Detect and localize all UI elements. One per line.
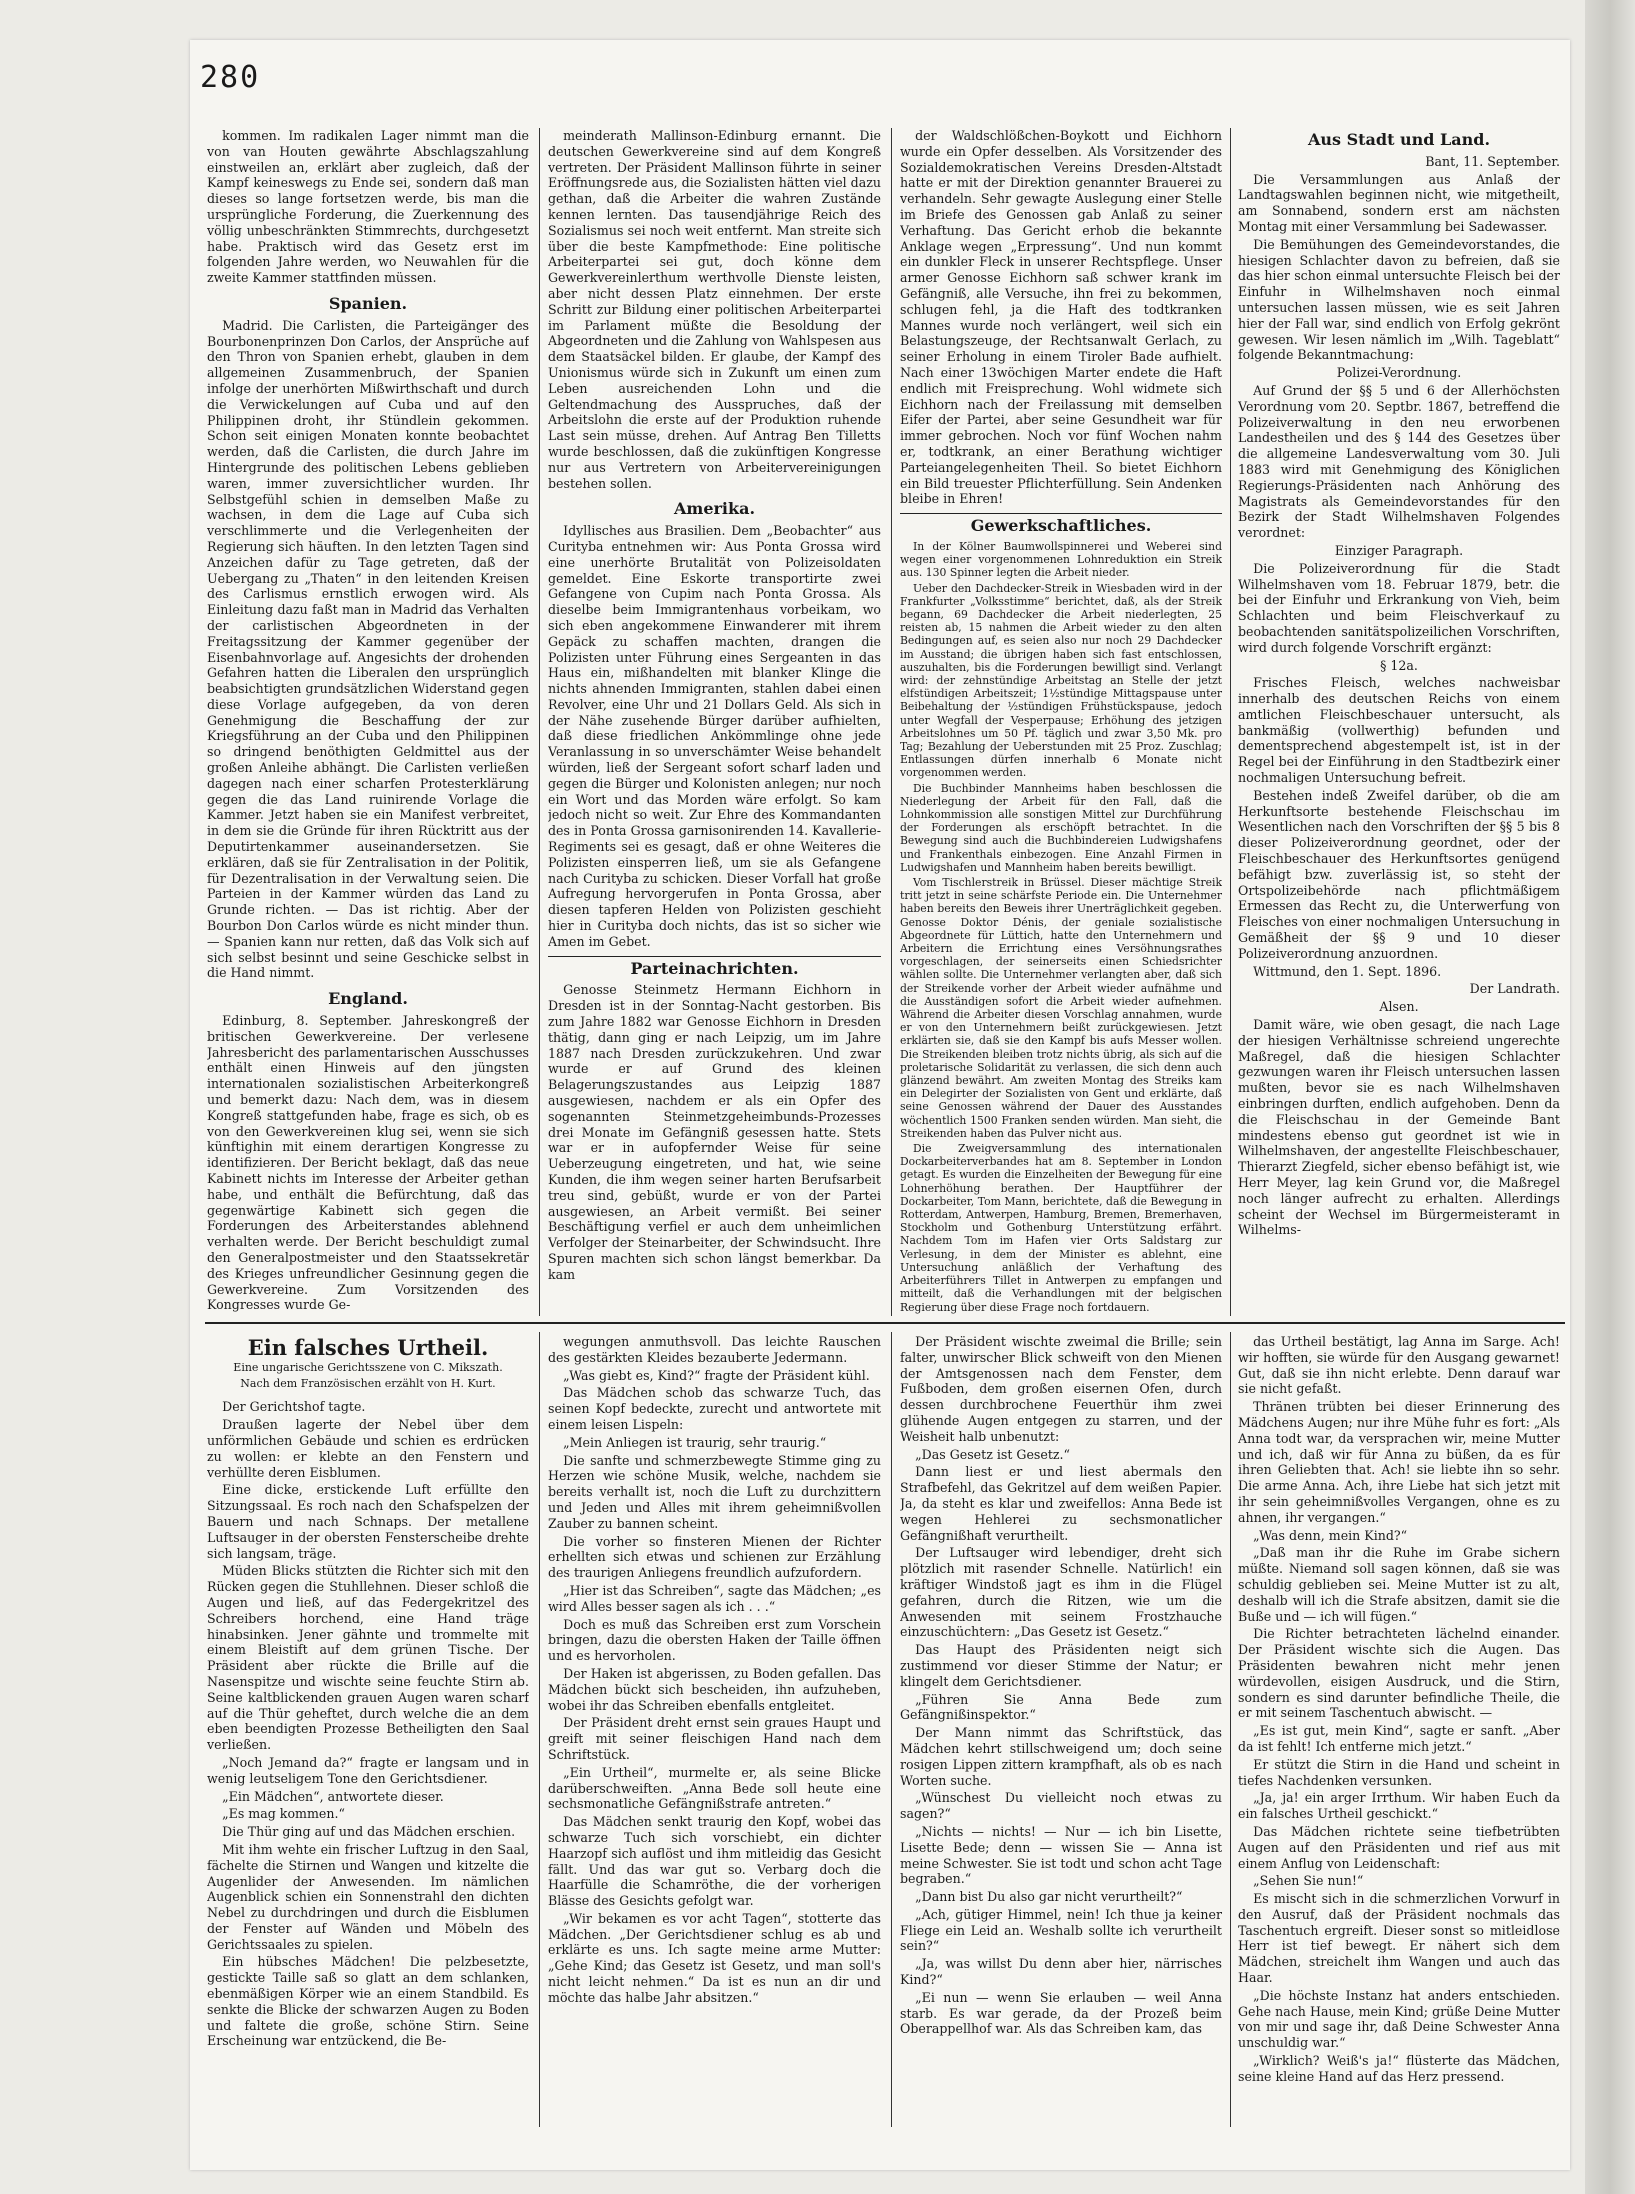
story-paragraph: Die vorher so finsteren Mienen der Richter erhellten sich etwas und schienen zur Erzählung des traurigen Anliegens freundlich aufzufordern. <box>548 1533 881 1581</box>
story-paragraph: Eine dicke, erstickende Luft erfüllte den Sitzungssaal. Es roch nach den Schafspelzen der Bauern und nach Schnaps. Der metallene Luftsauger in der obersten Fensterscheibe drehte sich langsam, träge. <box>207 1482 529 1561</box>
story-paragraph: Das Mädchen schob das schwarze Tuch, das seinen Kopf bedeckte, zurecht und antwortete mit einem leisen Lispeln: <box>548 1385 881 1432</box>
article-mannheim-bookbinders: Die Buchbinder Mannheims haben beschlossen die Niederlegung der Arbeit für den Fall, daß die Lohnkommission alle sonstigen Mittel zur Durchführung der Forderungen als erschöpft betrachtet. In die Bewegung sind auch die Buchbindereien Ludwigshafens und Frankenthals einbezogen. Eine Anzahl Firmen in Ludwigshafen und Mannheim haben bereits bewilligt. <box>900 781 1222 874</box>
story-paragraph: „Ein Mädchen“, antwortete dieser. <box>222 1788 444 1804</box>
story-paragraph: „Führen Sie Anna Bede zum Gefängnißinspektor.“ <box>900 1691 1222 1723</box>
story-paragraph: Der Mann nimmt das Schriftstück, das Mädchen kehrt stillschweigend um; doch seine rosigen Lippen zittern krampfhaft, als ob es nach Worten suche. <box>900 1725 1222 1788</box>
section-heading-local: Aus Stadt und Land. <box>1307 130 1491 149</box>
story-paragraph: wegungen anmuthsvoll. Das leichte Rauschen des gestärkten Kleides bezauberte Jedermann. <box>548 1334 881 1365</box>
story-paragraph: Das Haupt des Präsidenten neigt sich zustimmend vor dieser Stimme der Natur; er klingelt dem Gerichtsdiener. <box>900 1642 1222 1689</box>
feuilleton-column-2 <box>548 1334 881 2124</box>
story-paragraph: Der Luftsauger wird lebendiger, dreht sich plötzlich mit rasender Schnelle. Natürlich! ein kräftiger Windstoß jagt es ihm in die Flügel gefahren, durch die Ritzen, wie um die Anwesenden mit seinem Frostzhauche einzuschüchtern: „Das Gesetz ist Gesetz.“ <box>900 1545 1222 1640</box>
story-paragraph: „Dann bist Du also gar nicht verurtheilt?“ <box>915 1889 1183 1905</box>
story-paragraph: Doch es muß das Schreiben erst zum Vorschein bringen, dazu die obersten Haken der Taille öffnen und es hervorholen. <box>548 1616 881 1664</box>
ordinance-section-text-2: Bestehen indeß Zweifel darüber, ob die am Herkunftsorte bestehende Fleischschau im Wesentlichen nach den Vorschriften der §§ 5 bis 8 dieser Polizeiverordnung geordnet, oder der Fleischbeschauer des Herkunftsortes genügend befähigt bzw. zuverlässig ist, so steht der Ortspolizeibehörde nach pflichtmäßigem Ermessen das Recht zu, die Unterwerfung von Fleisches von einer nochmaligen Untersuchung in Gemäßheit der §§ 9 und 10 dieser Polizeiverordnung anzuordnen. <box>1238 787 1560 961</box>
column-unions <box>900 128 1222 1318</box>
article-meat-inspection: Die Bemühungen des Gemeindevorstandes, die hiesigen Schlachter davon zu befreien, daß sie das hier schon einmal untersuchte Fleisch bei der Einfuhr in Wilhelmshaven noch einmal untersuchen lassen müssen, wie es seit Jahren hier der Fall war, sind endlich von Erfolg gekrönt gewesen. Wir lesen nämlich im „Wilh. Tageblatt“ folgende Bekanntmachung: <box>1238 236 1560 363</box>
article-netherlands-end: kommen. Im radikalen Lager nimmt man die von van Houten gewährte Abschlagszahlung einstweilen an, erklärt aber zugleich, daß der Kampf keineswegs zu Ende sei, sondern daß man dieses so lange fortsetzen werde, bis man die ursprüngliche Forderung, die Zuerkennung des völlig unbeschränkten Stimmrechts, durchgesetzt habe. Praktisch wird das Gesetz erst im folgenden Jahre werden, wo Neuwahlen für die zweite Kammer stattfinden müssen. <box>207 128 529 286</box>
ordinance-signature-name: Alsen. <box>1379 999 1419 1015</box>
ordinance-paragraph-heading: Einziger Paragraph. <box>1334 542 1464 558</box>
ordinance-preamble: Auf Grund der §§ 5 und 6 der Allerhöchsten Verordnung vom 20. Septbr. 1867, betreffend die Polizeiverwaltung in den neu erworbenen Landestheilen und des § 144 des Gesetzes über die allgemeine Landesverwaltung vom 30. Juli 1883 wird mit Genehmigung des Königlichen Regierungs-Präsidenten nach Anhörung des Magistrats als Gemeindevorstandes für den Bezirk der Stadt Wilhelmshaven Folgendes verordnet: <box>1238 382 1560 541</box>
story-paragraph: „Das Gesetz ist Gesetz.“ <box>915 1446 1070 1462</box>
ordinance-signature-title: Der Landrath. <box>1469 981 1560 997</box>
ordinance-dateline: Wittmund, den 1. Sept. 1896. <box>1253 963 1442 979</box>
section-divider <box>900 513 1222 514</box>
column-rule <box>891 1332 892 2127</box>
story-paragraph: „Ja, was willst Du denn aber hier, närrisches Kind?“ <box>900 1956 1222 1988</box>
story-paragraph: „Ein Urtheil“, murmelte er, als seine Blicke darüberschweiften. „Anna Bede soll heute eine sechsmonatliche Gefängnißstrafe antreten.“ <box>548 1764 881 1812</box>
ordinance-section-number: § 12a. <box>1380 657 1418 673</box>
story-title: Ein falsches Urtheil. <box>247 1335 489 1360</box>
story-paragraph: Müden Blicks stützten die Richter sich mit den Rücken gegen die Stuhllehnen. Dieser schloß die Augen und ließ, auf das Federgekritzel des Schreibers horchend, eine Hand träge hinabsinken. Jener gähnte und trommelte mit einem Bleistift auf dem grünen Tische. Der Präsident aber rückte die Brille auf die Nasenspitze und wischte seine feuchte Stirn ab. Seine kaltblickenden grauen Augen waren scharf auf die Thür geheftet, durch welche die an dem eben beendigten Prozesse Betheiligten den Saal verließen. <box>207 1563 529 1753</box>
ordinance-text: Die Polizeiverordnung für die Stadt Wilhelmshaven vom 18. Februar 1879, betr. die bei der Einfuhr und Erkrankung von Vieh, beim Schlachten und beim Fleischverkauf zu beobachtenden sanitätspolizeilichen Vorschriften, wird durch folgende Vorschrift ergänzt: <box>1238 560 1560 655</box>
story-paragraph: „Es ist gut, mein Kind“, sagte er sanft. „Aber da ist fehlt! Ich entferne mich jetzt.“ <box>1238 1723 1560 1754</box>
story-paragraph: „Es mag kommen.“ <box>222 1806 345 1822</box>
story-paragraph: „Noch Jemand da?“ fragte er langsam und in wenig leutseligem Tone den Gerichtsdiener. <box>207 1754 529 1786</box>
article-spain: Madrid. Die Carlisten, die Parteigänger des Bourbonenprinzen Don Carlos, der Ansprüche auf den Thron von Spanien erhebt, glauben in dem allgemeinen Zusammenbruch, der Spanien infolge der unerhörten Mißwirthschaft und durch die Verwickelungen auf Cuba und auf den Philippinen droht, ihr Stündlein gekommen. Schon seit einigen Monaten konnte beobachtet werden, daß die Carlisten, die durch Jahre im Hintergrunde des politischen Lebens geblieben waren, immer zuversichtlicher wurden. Ihr Selbstgefühl schien in demselben Maße zu wachsen, in dem die Lage auf Cuba sich verschlimmerte und die Verlegenheiten der Regierung sich häuften. In den letzten Tagen sind Anzeichen dafür zu Tage getreten, daß der Uebergang zu „Thaten“ in den leitenden Kreisen des Carlismus ernstlich erwogen wird. Als Einleitung dazu faßt man in Madrid das Verhalten der carlistischen Abgeordneten in der Freitagssitzung der Kammer gegenüber der Eisenbahnvorlage auf. Angesichts der drohenden Gefahren hatten die Liberalen den ursprünglich beabsichtigten grundsätzlichen Widerstand gegen diese Vorlage aufgegeben, da von deren Genehmigung die Beschaffung der zur Kriegsführung an der Cuba und den Philippinen so dringend benöthigten Geldmittel aus der großen Anleihe abhängt. Die Carlisten verließen dagegen nach einer scharfen Protesterklärung gegen die das Land ruinirende Vorlage die Kammer. Jetzt haben sie ein Manifest verbreitet, in dem sie die Gründe für ihren Rücktritt aus der Deputirtenkammer auseinandersetzen. Sie erklären, daß sie für Zentralisation in der Politik, für Dezentralisation in der Verwaltung seien. Die Parteien in der Kammer würden das Land zu Grunde richten. — Das ist richtig. Aber der Bourbon Don Carlos würde es nicht minder thun. — Spanien kann nur retten, daß das Volk sich auf sich selbst besinnt und seine Geschicke selbst in die Hand nimmt. <box>207 317 529 981</box>
column-politics-1 <box>207 128 529 1318</box>
story-paragraph: Der Gerichtshof tagte. <box>222 1399 366 1415</box>
story-paragraph: „Was denn, mein Kind?“ <box>1253 1527 1408 1543</box>
column-politics-2 <box>548 128 881 1318</box>
article-meat-inspection-comment: Damit wäre, wie oben gesagt, die nach Lage der hiesigen Verhältnisse schreiend ungerechte Maßregel, daß die hiesigen Schlachter gezwungen waren ihr Fleisch untersuchen lassen mußten, bevor sie es nach Wilhelmshaven einbringen durften, endlich aufgehoben. Denn da die Fleischschau in der Gemeinde Bant mindestens ebenso gut geordnet ist wie in Wilhelmshaven, der angestellte Fleischbeschauer, Thierarzt Ziegfeld, sicher ebenso befähigt ist, wie Herr Meyer, lag kein Grund vor, die Maßregel noch länger aufrecht zu erhalten. Allerdings scheint der Wechsel im Bürgermeisteramt in Wilhelms- <box>1238 1017 1560 1238</box>
article-england: Edinburg, 8. September. Jahreskongreß der britischen Gewerkvereine. Der verlesene Jahresbericht des parlamentarischen Ausschusses enthält einen Hinweis auf den jüngsten internationalen sozialistischen Arbeiterkongreß und bemerkt dazu: Nach dem, was in diesem Kongreß stattgefunden habe, frage es sich, ob es von den Gewerkvereinen klug sei, wenn sie sich künftighin mit einem derartigen Kongresse zu identifizieren. Der Bericht beklagt, daß das neue Kabinett nichts im Interesse der Arbeiter gethan habe, und enthält die Befürchtung, daß das gegenwärtige Kabinett sich gegen die Forderungen des Arbeiterstandes ablehnend verhalten werde. Der Bericht beschuldigt zumal den Generalpostmeister und den Staatssekretär des Krieges unfreundlicher Gesinnung gegen die Gewerkvereine. Zum Vorsitzenden des Kongresses wurde Ge- <box>207 1013 529 1313</box>
section-heading-england: England. <box>328 989 408 1009</box>
story-paragraph: Die sanfte und schmerzbewegte Stimme ging zu Herzen wie schöne Musik, welche, nachdem sie bereits verhallt ist, noch die Luft zu durchzittern und Jeden und Alles mit ihrem geheimnißvollen Zauber zu bannen scheint. <box>548 1452 881 1531</box>
section-heading-party-news: Parteinachrichten. <box>630 958 799 978</box>
story-paragraph: „Mein Anliegen ist traurig, sehr traurig.“ <box>563 1434 827 1450</box>
section-divider <box>548 956 881 957</box>
story-text-1 <box>207 1399 529 2049</box>
story-paragraph: Dann liest er und liest abermals den Strafbefehl, das Gekritzel auf dem weißen Papier. Ja, da steht es klar und zweifellos: Anna Bede ist wegen Hehlerei zu sechsmonatlicher Gefängnißhaft verurtheilt. <box>900 1464 1222 1543</box>
story-paragraph: Das Mädchen senkt traurig den Kopf, wobei das schwarze Tuch sich vorschiebt, ein dichter Haarzopf sich auflöst und ihm mitleidig das Gesicht fällt. Und das war gut so. Verbarg doch die Haarfülle die Schamröthe, die der vorherigen Blässe des Gesichts gefolgt war. <box>548 1814 881 1909</box>
article-brussels-strike: Vom Tischlerstreik in Brüssel. Dieser mächtige Streik tritt jetzt in seine schärfste Periode ein. Die Unternehmer haben bereits den Beweis ihrer Unerträglichkeit gegeben. Genosse Doktor Dénis, der geniale sozialistische Abgeordnete für Lüttich, hatte den Unternehmern und Arbeitern die Errichtung eines Versöhnungsrathes vorgeschlagen, der seinerseits einen Schiedsrichter wählen sollte. Die Unternehmer verlangten aber, daß sich der Streikende vorher der Arbeit wieder aufnähme und die Ausständigen sofort die Arbeit wieder aufnehmen. Während die Arbeiter diesen Vorschlag annahmen, wurde er von den Unternehmern beißt zurückgewiesen. Jetzt erklärten sie, daß sie den Kampf bis aufs Messer wollen. Die Streikenden bleiben trotz nichts übrig, als sich auf die proletarische Solidarität zu verlassen, die sich denn auch glänzend bewährt. Am zweiten Montag des Streiks kam ein Delegirter der Sozialisten von Gent und erklärte, daß seine Genossen während der Dauer des Ausstandes wöchentlich 1500 Franken senden würden. Man sieht, die Streikenden haben das Pulver nicht aus. <box>900 876 1222 1140</box>
story-paragraph: „Sehen Sie nun!“ <box>1253 1873 1364 1889</box>
article-eichhorn-cont: der Waldschlößchen-Boykott und Eichhorn wurde ein Opfer desselben. Als Vorsitzender des Sozialdemokratischen Vereins Dresden-Altstadt hatte er mit der Direktion genannter Brauerei zu verhandeln. Sehr gewagte Auslegung einer Stelle im Briefe des Genossen gab Anlaß zu seiner Verhaftung. Das Gericht erhob die bekannte Anklage wegen „Erpressung“. Und nun kommt ein dunkler Fleck in unserer Rechtspflege. Unser armer Genosse Eichhorn saß schwer krank im Gefängniß, alle Versuche, ihn frei zu bekommen, schlugen fehl, ja die Haft des todtkranken Mannes wurde noch verlängert, weil sich ein Belastungszeuge, der Rechtsanwalt Gerlach, zu seiner Erholung in einem Tiroler Bade aufhielt. Nach einer 13wöchigen Marter endete die Haft endlich mit Freisprechung. Wohl widmete sich Eichhorn nach der Freilassung mit demselben Eifer der Partei, aber seine Gesundheit war für immer gebrochen. Noch vor fünf Wochen nahm er, todtkrank, an einer Berathung wichtiger Parteiangelegenheiten Theil. So bietet Eichhorn ein Bild treuester Pflichterfüllung. Sein Andenken bleibe in Ehren! <box>900 128 1222 507</box>
article-wiesbaden-strike: Ueber den Dachdecker-Streik in Wiesbaden wird in der Frankfurter „Volksstimme“ berichtet, daß, als der Streik begann, 69 Dachdecker die Arbeit niederlegten, 25 reisten ab, 15 nahmen die Arbeit wieder zu den alten Bedingungen auf, es seien also nur noch 29 Dachdecker im Ausstand; die übrigen haben sich fast entschlossen, auszuhalten, bis die Forderungen bewilligt sind. Verlangt wird: der zehnstündige Arbeitstag an Stelle der jetzt elfstündigen Arbeitszeit; 1½stündige Mittagspause unter Beibehaltung der ½stündigen Frühstückspause, jedoch unter Wegfall der Vesperpause; Erhöhung des jetzigen Arbeitslohnes um 50 Pf. täglich und zwar 3,50 Mk. pro Tag; Bezahlung der Ueberstunden mit 25 Proz. Zuschlag; Entlassungen dürfen innerhalb 6 Monate nicht vorgenommen werden. <box>900 581 1222 780</box>
story-paragraph: „Wirklich? Weiß's ja!“ flüsterte das Mädchen, seine kleine Hand auf das Herz pressend. <box>1238 2053 1560 2084</box>
story-paragraph: Er stützt die Stirn in die Hand und scheint in tiefes Nachdenken versunken. <box>1238 1756 1560 1788</box>
story-paragraph: das Urtheil bestätigt, lag Anna im Sarge. Ach! wir hofften, sie würde für den Ausgang gewarnet! Gut, daß sie ihn nicht erlebte. Denn darauf war sie nicht gefaßt. <box>1238 1334 1560 1397</box>
story-paragraph: Die Richter betrachteten lächelnd einander. Der Präsident wischte sich die Augen. Das Präsidenten bewahren nicht mehr jenen würdevollen, eisigen Ausdruck, und die Stirn, sondern es sind darunter befindliche Theile, die er mit seinem Taschentuch abwischt. — <box>1238 1626 1560 1721</box>
story-paragraph: „Ei nun — wenn Sie erlauben — weil Anna starb. Es war gerade, da der Prozeß beim Oberappellhof war. Als das Schreiben kam, das <box>900 1989 1222 2037</box>
article-eichhorn: Genosse Steinmetz Hermann Eichhorn in Dresden ist in der Sonntag-Nacht gestorben. Bis zum Jahre 1882 war Genosse Eichhorn in Dresden thätig, dann ging er nach Leipzig, um im Jahre 1887 nach Dresden zurückzukehren. Und zwar wurde er auf Grund des kleinen Belagerungszustandes aus Leipzig 1887 ausgewiesen, nachdem er als ein Opfer des sogenannten Steinmetzgeheimbunds-Prozesses drei Monate im Gefängniß gesessen hatte. Stets war er in aufopfernder Weise für seine Ueberzeugung eingetreten, und hat, wie seine Kunden, die ihm wegen seiner harten Berufsarbeit treu sind, gebüßt, wurde er von der Partei ausgewiesen, an Arbeit vermißt. Bei seiner Beschäftigung verfiel er auch dem unheimlichen Verfolger der Steinarbeiter, der Schwindsucht. Ihre Spuren machten sich schon längst bemerkbar. Da kam <box>548 982 881 1282</box>
story-paragraph: „Die höchste Instanz hat anders entschieden. Gehe nach Hause, mein Kind; grüße Deine Mutter von mir und sage ihr, daß Deine Schwester Anna unschuldig war.“ <box>1238 1987 1560 2051</box>
feuilleton-divider <box>205 1322 1565 1324</box>
story-paragraph: Der Präsident wischte zweimal die Brille; sein falter, unwirscher Blick schweift von den Mienen der Amtsgenossen nach dem Fenster, dem Fußboden, dem großen eisernen Ofen, durch dessen durchbrochene Feuerthür ihm zwei glühende Augen entgegen zu starren, und der Weisheit halb unbenutzt: <box>900 1334 1222 1444</box>
story-paragraph: „Daß man ihr die Ruhe im Grabe sichern müßte. Niemand soll sagen können, daß sie was schuldig geblieben sei. Meine Mutter ist zu alt, deshalb will ich die Strafe absitzen, damit sie die Buße und — ich will fügen.“ <box>1238 1545 1560 1624</box>
article-meetings: Die Versammlungen aus Anlaß der Landtagswahlen beginnen nicht, wie mitgetheilt, am Sonnabend, sondern erst am nächsten Montag mit einer Versammlung bei Sadewasser. <box>1238 171 1560 234</box>
story-paragraph: Es mischt sich in die schmerzlichen Vorwurf in den Ausruf, daß der Präsident nochmals das Taschentuch ergreift. Dieser sonst so mitleidlose Herr ist tief bewegt. Er nähert sich dem Mädchen, streichelt ihm Wangen und auch das Haar. <box>1238 1891 1560 1986</box>
ordinance-section-text: Frisches Fleisch, welches nachweisbar innerhalb des deutschen Reichs von einem amtlichen Fleischbeschauer untersucht, als bankmäßig (vollwerthig) befunden und dementsprechend abgestempelt ist, ist in der Regel bei der Einführung in den Stadtbezirk einer nochmaligen Untersuchung befreit. <box>1238 675 1560 786</box>
article-dockworkers: Die Zweigversammlung des internationalen Dockarbeiterverbandes hat am 8. September in London getagt. Es wurden die Einzelheiten der Bewegung für eine Lohnerhöhung berathen. Der Hauptführer der Dockarbeiter, Tom Mann, berichtete, daß die Bewegung in Rotterdam, Antwerpen, Hamburg, Bremen, Bremerhaven, Stockholm und Gothenburg Unterstützung erfährt. Nachdem Tom im Hafen vier Orts Saldstarg zur Verlesung, in dem der Minister es ablehnt, eine Untersuchung anläßlich der Verhaftung des Arbeiterführers Tillet in Antwerpen zu empfangen und mitteilt, daß die Verhandlungen mit der belgischen Regierung über diese Frage noch fortdauern. <box>900 1142 1222 1314</box>
article-brazil: Idyllisches aus Brasilien. Dem „Beobachter“ aus Curityba entnehmen wir: Aus Ponta Grossa wird eine unerhörte Brutalität von Polizeisoldaten gemeldet. Eine Eskorte transportirte zwei Gefangene von Cupim nach Ponta Grossa. Als dieselbe beim Immigrantenhaus vorbeikam, wo sich eben angekommene Einwanderer mit ihrem Gepäck zu schaffen machten, drangen die Polizisten unter Führung eines Sergeanten in das Haus ein, mißhandelten mit blanker Klinge die nichts ahnenden Immigranten, stahlen dabei einen Revolver, eine Uhr und 21 Dollars Geld. Als sich in der Nähe zusehende Bürger darüber aufhielten, daß diese friedlichen Ankömmlinge ohne jede Veranlassung in so unverschämter Weise behandelt würden, ließ der Sergeant sofort scharf laden und gegen die Bürger und Kolonisten anlegen; nur noch ein Wort und das Morden wäre erfolgt. So kam jedoch nicht so weit. Zur Ehre des Kommandanten des in Ponta Grossa garnisonirenden 14. Kavallerie-Regiments sei es gesagt, daß er ohne Weiteres die Polizisten einsperren ließ, um sie als Gefangene nach Curityba zu schicken. Dieser Vorfall hat große Aufregung hervorgerufen in Ponta Grossa, aber diesen tapferen Helden von Polizisten geschieht hier in Curityba doch nichts, das ist so sicher wie Amen im Gebet. <box>548 523 881 949</box>
story-paragraph: „Hier ist das Schreiben“, sagte das Mädchen; „es wird Alles besser sagen als ich . . .“ <box>548 1582 881 1614</box>
story-paragraph: Thränen trübten bei dieser Erinnerung des Mädchens Augen; nur ihre Mühe fuhr es fort: „Als Anna todt war, da versprachen wir, meine Mutter und ich, daß wir für Anna zu büßen, da es für ihren Geliebten that. Ach! sie liebte ihn so sehr. Die arme Anna. Ach, ihre Liebe hat sich jetzt mit ihr sein geheimnißvolles Vergangen, ohne es zu ahnen, ihr vergangen.“ <box>1238 1399 1560 1525</box>
story-paragraph: Ein hübsches Mädchen! Die pelzbesetzte, gestickte Taille saß so glatt an dem schlanken, ebenmäßigen Körper wie an einem Standbild. Es senkte die Blicke der schwarzen Augen zu Boden und faltete die große, schöne Stirn. Seine Erscheinung war entzückend, die Be- <box>207 1954 529 2049</box>
story-subtitle: Eine ungarische Gerichtsszene von C. Mikszath. <box>233 1360 503 1374</box>
story-paragraph: „Ach, gütiger Himmel, nein! Ich thue ja keiner Fliege ein Leid an. Weshalb sollte ich verurtheilt sein?“ <box>900 1906 1222 1954</box>
section-heading-spain: Spanien. <box>328 293 408 313</box>
story-paragraph: Die Thür ging auf und das Mädchen erschien. <box>222 1824 516 1840</box>
story-paragraph: Der Präsident dreht ernst sein graues Haupt und greift mit seiner fleischigen Hand nach dem Schriftstück. <box>548 1715 881 1762</box>
column-local-news <box>1238 128 1560 1318</box>
column-rule <box>891 128 892 1316</box>
story-paragraph: „Wünschest Du vielleicht noch etwas zu sagen?“ <box>900 1790 1222 1822</box>
column-rule <box>539 1332 540 2127</box>
feuilleton-column-4 <box>1238 1334 1560 2124</box>
story-paragraph: „Was giebt es, Kind?“ fragte der Präsident kühl. <box>563 1367 870 1383</box>
story-translator: Nach dem Französischen erzählt von H. Kurt. <box>240 1376 496 1390</box>
story-paragraph: Draußen lagerte der Nebel über dem unförmlichen Gebäude und schien es erdrücken zu wollen: er klebte an den Fenstern und verhüllte deren Eisblumen. <box>207 1417 529 1480</box>
story-paragraph: „Nichts — nichts! — Nur — ich bin Lisette, Lisette Bede; denn — wissen Sie — Anna ist meine Schwester. Sie ist todt und schon acht Tage begraben.“ <box>900 1823 1222 1887</box>
book-spine <box>1585 0 1635 2194</box>
section-heading-america: Amerika. <box>673 499 756 519</box>
article-cologne-strike: In der Kölner Baumwollspinnerei und Weberei sind wegen einer vorgenommenen Lohnreduktion ein Streik aus. 130 Spinner legten die Arbeit nieder. <box>900 539 1222 580</box>
page-number: 280 <box>200 60 261 95</box>
column-rule <box>1230 1332 1231 2127</box>
feuilleton-column-1 <box>207 1334 529 2124</box>
ordinance-heading: Polizei-Verordnung. <box>1336 365 1462 381</box>
article-england-cont: meinderath Mallinson-Edinburg ernannt. Die deutschen Gewerkvereine sind auf dem Kongreß vertreten. Der Präsident Mallinson führte in seiner Eröffnungsrede aus, die Sozialisten hätten viel dazu gethan, daß die Arbeiter die wahren Zustände kennen lernten. Das tausendjährige Reich des Sozialismus sei noch weit entfernt. Man streite sich über die beste Kampfmethode: Eine politische Arbeiterpartei sei gut, doch könne dem Gewerkvereinlerthum werthvolle Dienste leisten, aber nicht dessen Platz einnehmen. Der erste Schritt zur Bildung einer politischen Arbeiterpartei im Parlament müßte die Besoldung der Abgeordneten und die Zahlung von Wahlspesen aus dem Staatsäckel bilden. Er glaube, der Kampf des Unionismus würde sich in Zukunft um einen zum Leben ausreichenden Lohn und die Geltendmachung des Ausspruches, daß der Arbeitslohn die erste auf der Produktion ruhende Last sein müsse, drehen. Auf Antrag Ben Tilletts wurde beschlossen, daß die zukünftigen Kongresse nur aus Vertretern von Arbeitervereinigungen bestehen sollen. <box>548 128 881 491</box>
feuilleton-column-3 <box>900 1334 1222 2124</box>
story-paragraph: Mit ihm wehte ein frischer Luftzug in den Saal, fächelte die Stirnen und Wangen und kitzelte die Augenlider der Anwesenden. Im nämlichen Augenblick schien ein Sonnenstrahl den dichten Nebel zu durchdringen und durch die Eisblumen der Fenster auf Wänden und Möbeln des Gerichtssaales zu spielen. <box>207 1841 529 1952</box>
column-rule <box>1230 128 1231 1316</box>
story-paragraph: Das Mädchen richtete seine tiefbetrübten Augen auf den Präsidenten und rief aus mit einem Anflug von Leidenschaft: <box>1238 1823 1560 1871</box>
story-paragraph: Der Haken ist abgerissen, zu Boden gefallen. Das Mädchen bückt sich bescheiden, ihn aufzuheben, wobei ihr das Schreiben ebenfalls entgleitet. <box>548 1665 881 1713</box>
column-rule <box>539 128 540 1316</box>
section-heading-unions: Gewerkschaftliches. <box>970 516 1152 536</box>
story-paragraph: „Ja, ja! ein arger Irrthum. Wir haben Euch da ein falsches Urtheil geschickt.“ <box>1238 1790 1560 1822</box>
dateline-bant: Bant, 11. September. <box>1425 153 1560 169</box>
story-paragraph: „Wir bekamen es vor acht Tagen“, stotterte das Mädchen. „Der Gerichtsdiener schlug es ab und erklärte es uns. Ich sagte meine arme Mutter: „Gehe Kind; das Gesetz ist Gesetz, und man soll's nicht leicht nehmen.“ Da ist es nun an dir und möchte das halbe Jahr absitzen.“ <box>548 1910 881 2005</box>
